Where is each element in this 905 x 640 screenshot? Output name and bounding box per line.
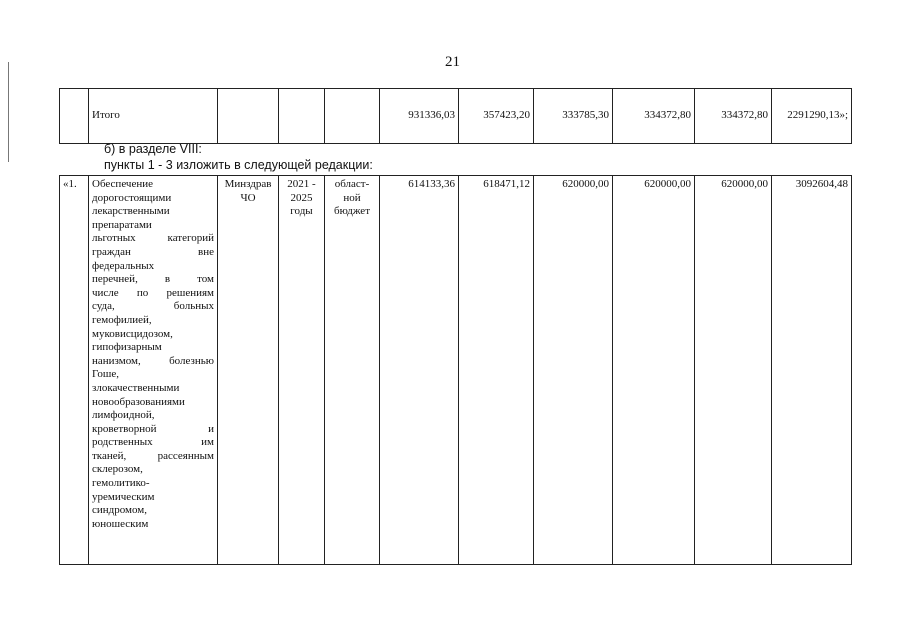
description-line: Гоше, bbox=[92, 368, 119, 381]
description-line: лекарственными bbox=[92, 205, 170, 218]
description-line: юношеским bbox=[92, 517, 149, 530]
row-value: 618471,12 bbox=[459, 176, 534, 565]
description-line: гемофилией, bbox=[92, 313, 152, 326]
margin-line bbox=[8, 62, 9, 162]
description-line: суда, больных bbox=[92, 300, 214, 313]
row-value: 620000,00 bbox=[695, 176, 772, 565]
description-line: родственных им bbox=[92, 436, 214, 449]
description-line: гипофизарным bbox=[92, 341, 162, 354]
cell-empty bbox=[60, 89, 89, 144]
row-executor: Минздрав ЧО bbox=[218, 176, 279, 565]
description-line: синдромом, bbox=[92, 504, 148, 517]
total-value: 334372,80 bbox=[613, 89, 695, 144]
description-line: числе по решениям bbox=[92, 286, 214, 299]
description-line: гемолитико- bbox=[92, 477, 150, 490]
description-line: льготных категорий bbox=[92, 232, 214, 245]
description-line: кроветворной и bbox=[92, 422, 214, 435]
description-line: граждан вне bbox=[92, 245, 214, 258]
total-row bbox=[60, 89, 852, 144]
cell-empty bbox=[218, 89, 279, 144]
description-line: препаратами bbox=[92, 218, 152, 231]
total-table bbox=[59, 88, 852, 144]
cell-empty bbox=[325, 89, 380, 144]
row-number: «1. bbox=[60, 176, 89, 565]
cell-empty bbox=[279, 89, 325, 144]
description-line: муковисцидозом, bbox=[92, 327, 173, 340]
intro-line-2: пункты 1 - 3 изложить в следующей редакции: bbox=[104, 158, 373, 172]
description-line: перечней, в том bbox=[92, 273, 214, 286]
page-number: 21 bbox=[445, 54, 460, 70]
row-value-sum: 3092604,48 bbox=[772, 176, 852, 565]
row-value: 620000,00 bbox=[613, 176, 695, 565]
description-line: Обеспечение bbox=[92, 178, 153, 190]
total-value: 334372,80 bbox=[695, 89, 772, 144]
row-value: 620000,00 bbox=[534, 176, 613, 565]
row-period: 2021 - 2025 годы bbox=[279, 176, 325, 565]
intro-line-1: б) в разделе VIII: bbox=[104, 142, 202, 156]
description-line: злокачественными bbox=[92, 381, 180, 394]
description-line: склерозом, bbox=[92, 463, 143, 476]
row-funding-source: област-ной бюджет bbox=[325, 176, 380, 565]
description-line: новообразованиями bbox=[92, 395, 185, 408]
description-line: уремическим bbox=[92, 490, 155, 503]
row-value: 614133,36 bbox=[380, 176, 459, 565]
description-line: федеральных bbox=[92, 259, 155, 272]
total-value: 333785,30 bbox=[534, 89, 613, 144]
program-row bbox=[60, 176, 852, 565]
total-value-sum: 2291290,13»; bbox=[772, 89, 852, 144]
program-table bbox=[59, 175, 852, 565]
description-line: нанизмом, болезнью bbox=[92, 354, 214, 367]
total-value: 357423,20 bbox=[459, 89, 534, 144]
description-line: тканей, рассеянным bbox=[92, 449, 214, 462]
description-line: лимфоидной, bbox=[92, 409, 155, 422]
description-line: дорогостоящими bbox=[92, 191, 172, 204]
total-label: Итого bbox=[89, 89, 218, 144]
row-description bbox=[89, 176, 218, 565]
total-value: 931336,03 bbox=[380, 89, 459, 144]
